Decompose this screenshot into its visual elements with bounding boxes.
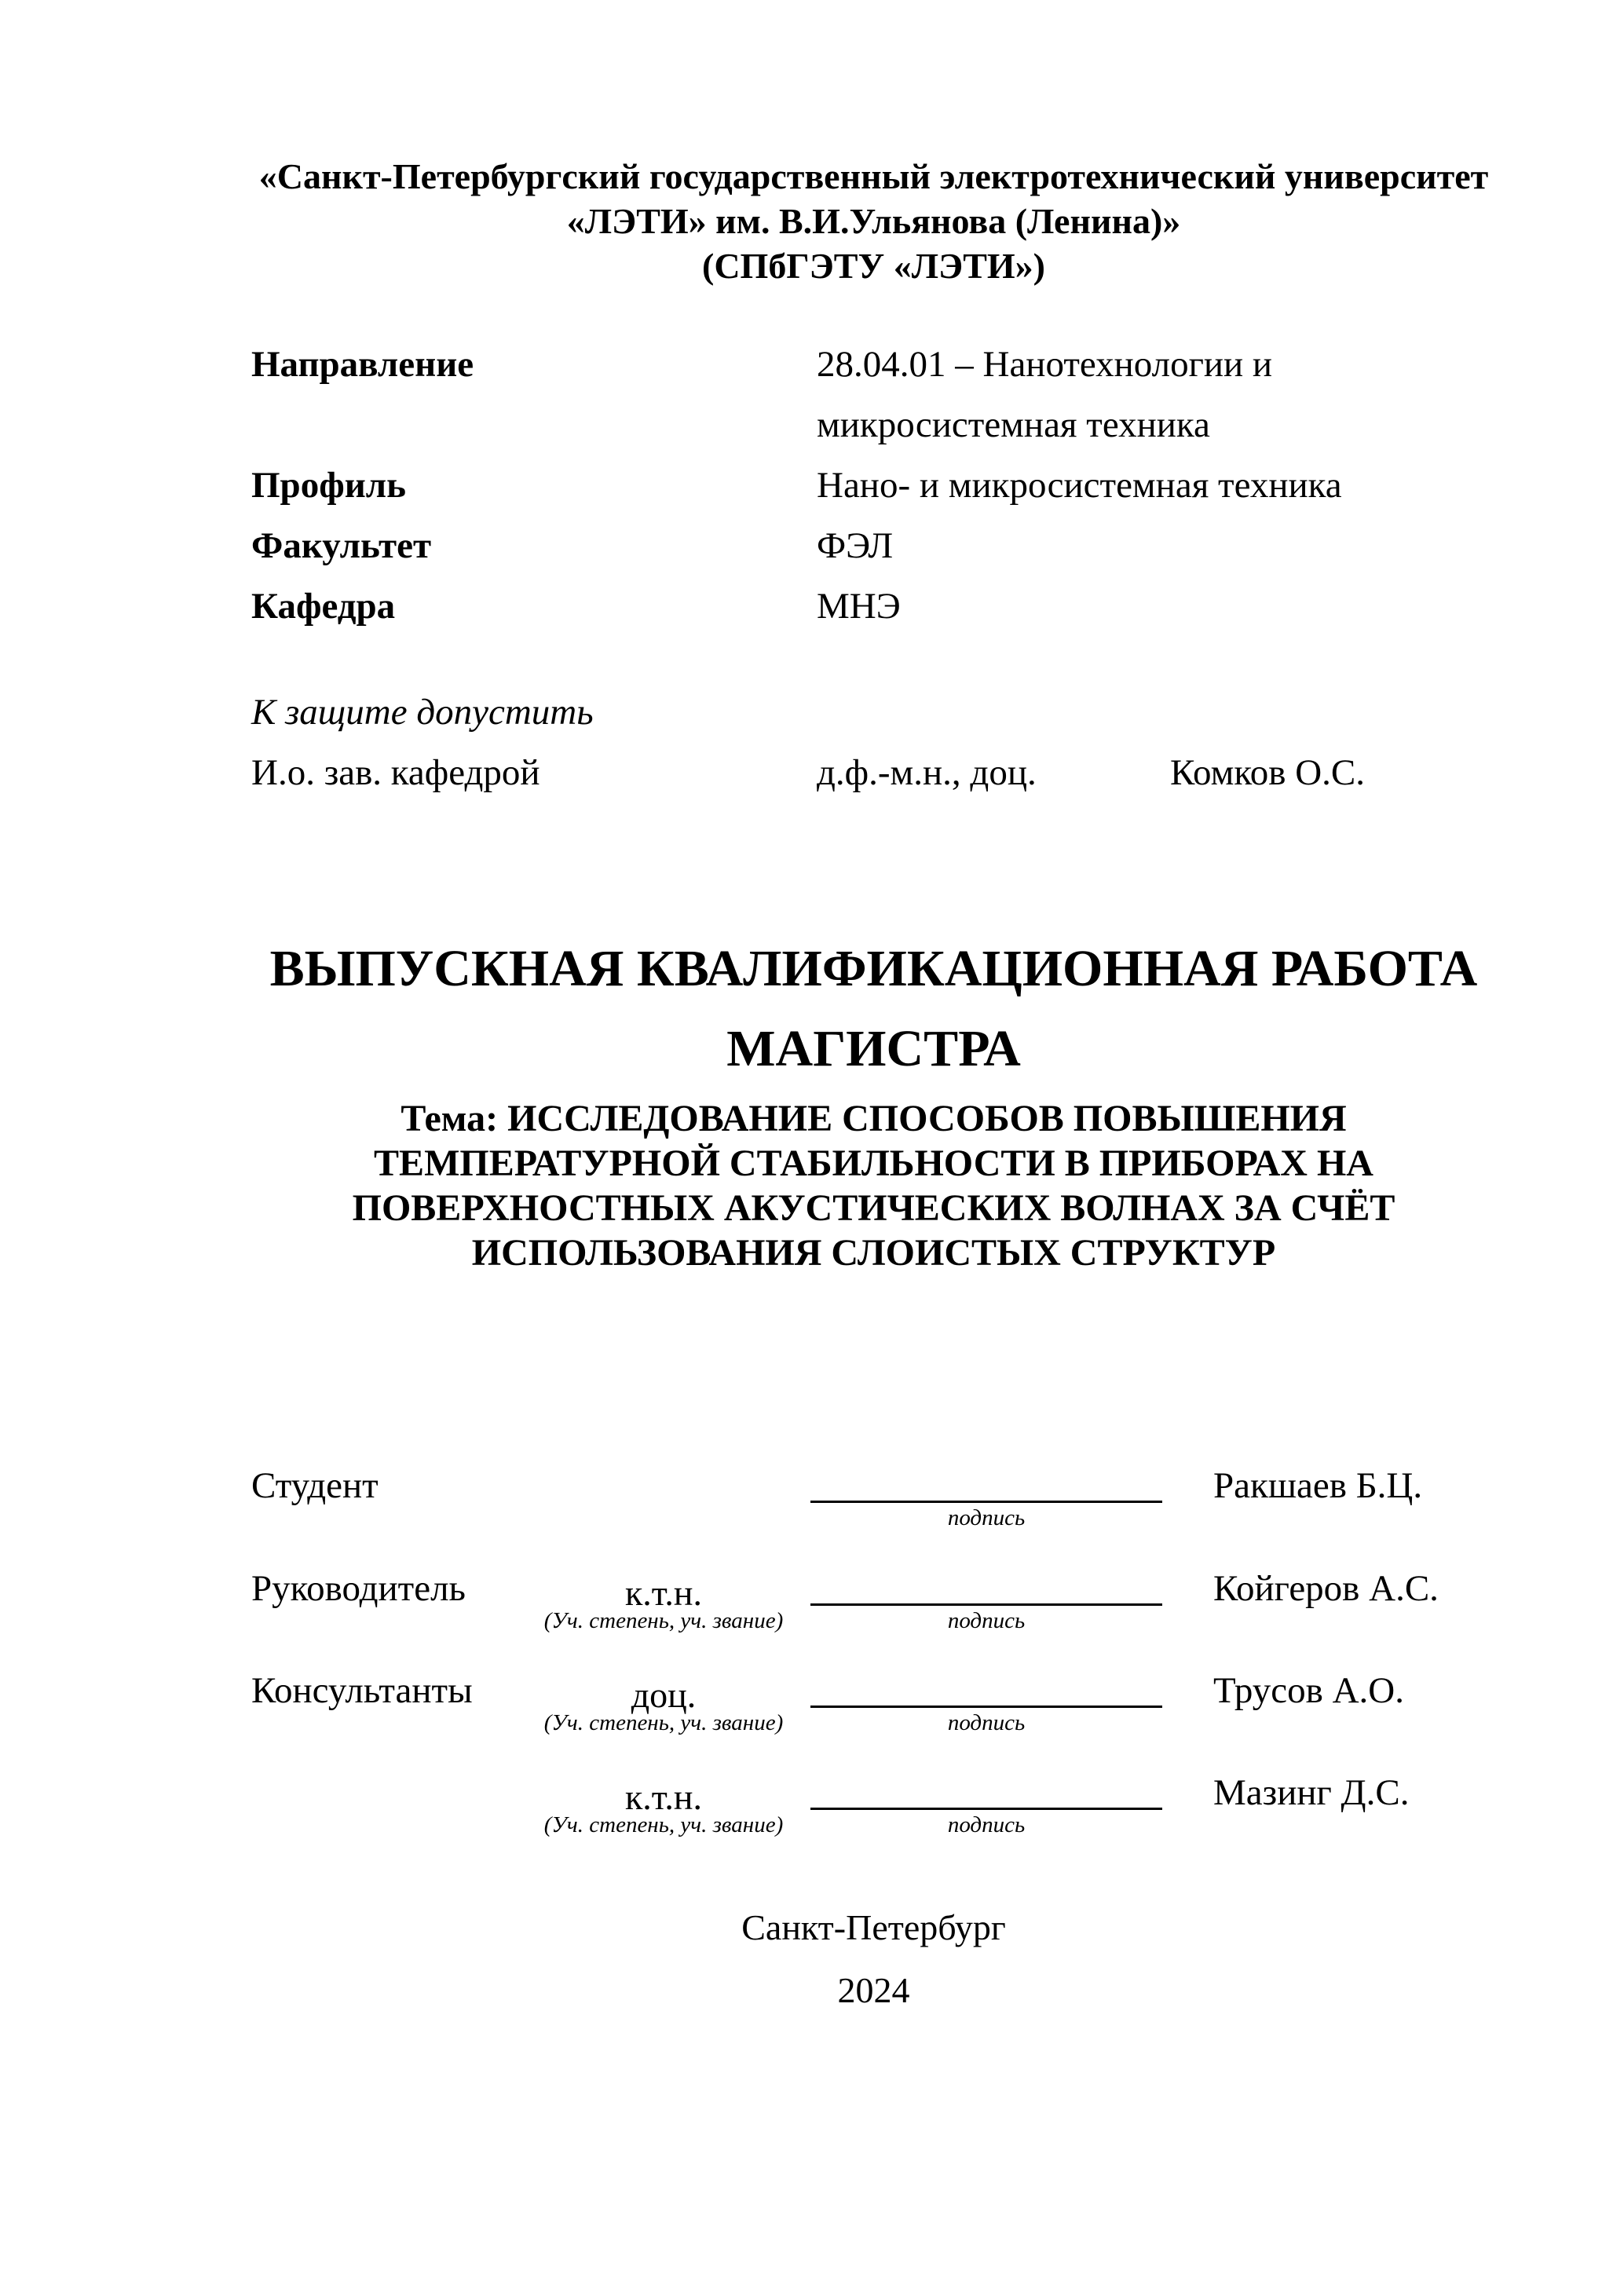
university-abbreviation: (СПбГЭТУ «ЛЭТИ») (702, 246, 1045, 286)
degree-label: к.т.н. (624, 1573, 703, 1613)
signature-caption: подпись (947, 1812, 1026, 1837)
admission-phrase: К защите допустить (251, 692, 594, 733)
signature-line (810, 1501, 1162, 1503)
theme-line2: ТЕМПЕРАТУРНОЙ СТАБИЛЬНОСТИ В ПРИБОРАХ НА (374, 1143, 1373, 1184)
signature-line (810, 1808, 1162, 1810)
signature-row-student (0, 1464, 1624, 1567)
signature-row-consultant-1 (0, 1669, 1624, 1771)
university-name-line1: «Санкт-Петербургский государственный электротехнический университет (258, 156, 1489, 196)
degree-caption: (Уч. степень, уч. звание) (543, 1710, 784, 1735)
role-label: Руководитель (251, 1568, 466, 1609)
role-label: Консультанты (251, 1670, 473, 1711)
signature-caption: подпись (947, 1710, 1026, 1735)
signature-caption: подпись (947, 1505, 1026, 1530)
signature-line (810, 1603, 1162, 1606)
university-name-line2: «ЛЭТИ» им. В.И.Ульянова (Ленина)» (566, 201, 1181, 241)
role-label: Студент (251, 1465, 379, 1506)
theme-line4: ИСПОЛЬЗОВАНИЯ СЛОИСТЫХ СТРУКТУР (471, 1232, 1276, 1274)
signature-row-consultant-2 (0, 1771, 1624, 1874)
admission-degree: д.ф.-м.н., доц. (817, 752, 1037, 793)
department-label: Кафедра (251, 586, 396, 627)
degree-caption: (Уч. степень, уч. звание) (543, 1812, 784, 1837)
profile-label: Профиль (251, 465, 407, 506)
degree-label: к.т.н. (624, 1777, 703, 1817)
work-title-line1: ВЫПУСКНАЯ КВАЛИФИКАЦИОННАЯ РАБОТА (269, 940, 1478, 997)
theme-line1: Тема: ИССЛЕДОВАНИЕ СПОСОБОВ ПОВЫШЕНИЯ (401, 1098, 1347, 1139)
signature-row-supervisor (0, 1567, 1624, 1669)
work-title-line2: МАГИСТРА (726, 1020, 1021, 1077)
direction-value-line2: микросистемная техника (817, 404, 1210, 445)
person-name: Койгеров А.С. (1213, 1568, 1439, 1609)
faculty-value: ФЭЛ (817, 525, 894, 566)
direction-value-line1: 28.04.01 – Нанотехнологии и (817, 344, 1273, 385)
direction-label: Направление (251, 344, 474, 385)
person-name: Ракшаев Б.Ц. (1213, 1465, 1423, 1506)
signature-line (810, 1706, 1162, 1708)
profile-value: Нано- и микросистемная техника (817, 465, 1342, 506)
theme-line3: ПОВЕРХНОСТНЫХ АКУСТИЧЕСКИХ ВОЛНАХ ЗА СЧЁТ (352, 1187, 1395, 1229)
department-value: МНЭ (817, 586, 901, 627)
admission-name: Комков О.С. (1170, 752, 1366, 793)
person-name: Трусов А.О. (1213, 1670, 1404, 1711)
footer-year: 2024 (837, 1970, 910, 2010)
degree-label: доц. (631, 1675, 697, 1715)
signature-caption: подпись (947, 1608, 1026, 1633)
faculty-label: Факультет (251, 525, 432, 566)
person-name: Мазинг Д.С. (1213, 1772, 1410, 1813)
admission-role: И.о. зав. кафедрой (251, 752, 540, 793)
degree-caption: (Уч. степень, уч. звание) (543, 1608, 784, 1633)
footer-city: Санкт-Петербург (741, 1907, 1006, 1947)
